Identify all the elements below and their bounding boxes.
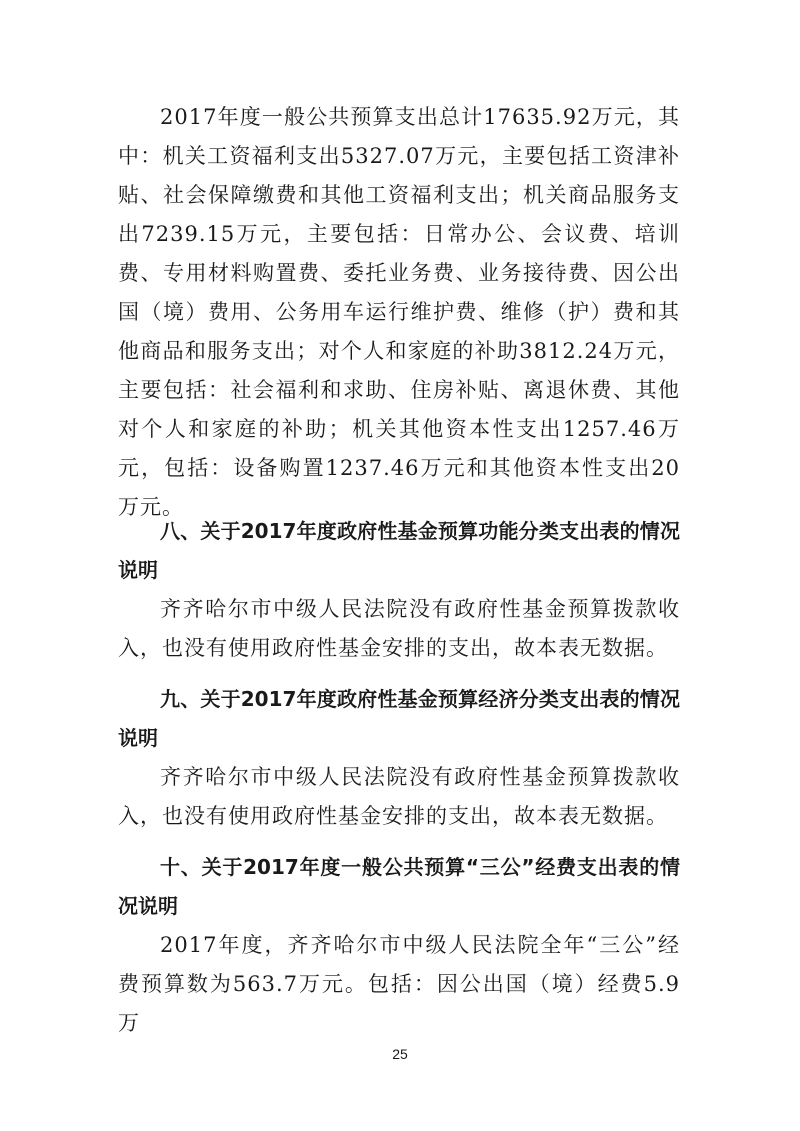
paragraph-section-ten: 2017年度，齐齐哈尔市中级人民法院全年“三公”经费预算数为563.7万元。包括：因公出国（境）经费5.9万 [118, 933, 680, 1035]
heading-section-eight: 八、关于2017年度政府性基金预算功能分类支出表的情况说明 [118, 519, 680, 582]
page-number: 25 [392, 1046, 408, 1062]
paragraph-expenditure-summary: 2017年度一般公共预算支出总计17635.92万元，其中：机关工资福利支出5327.07万元，主要包括工资津补贴、社会保障缴费和其他工资福利支出；机关商品服务支出7239.15万元，主要包括：日常办公、会议费、培训费、专用材料购置费、委托业务费、业务接待费、因公出国（境）费用、公务用车运行维护费、维修（护）费和其他商品和服务支出；对个人和家庭的补助3812.24万元，主要包括：社会福利和求助、住房补贴、离退休费、其他对个人和家庭的补助；机关其他资本性支出1257.46万元，包括：设备购置1237.46万元和其他资本性支出20万元。 [118, 105, 680, 519]
heading-section-ten: 十、关于2017年度一般公共预算“三公”经费支出表的情况说明 [118, 855, 680, 918]
paragraph-section-eight: 齐齐哈尔市中级人民法院没有政府性基金预算拨款收入，也没有使用政府性基金安排的支出，故本表无数据。 [118, 597, 680, 660]
heading-section-nine: 九、关于2017年度政府性基金预算经济分类支出表的情况说明 [118, 687, 680, 750]
paragraph-section-nine: 齐齐哈尔市中级人民法院没有政府性基金预算拨款收入，也没有使用政府性基金安排的支出，故本表无数据。 [118, 765, 680, 828]
